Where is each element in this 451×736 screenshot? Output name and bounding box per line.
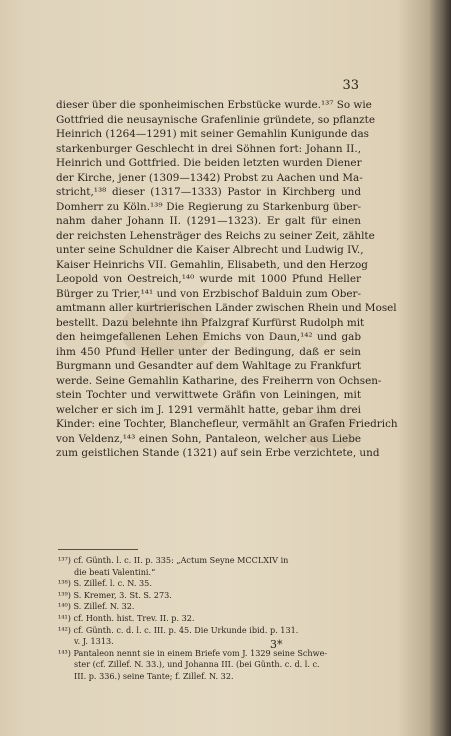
footnote-line <box>58 601 361 613</box>
footnote-line <box>58 613 361 625</box>
text-line: unter seine Schuldner die Kaiser Albrecht und Ludwig IV., <box>56 244 364 256</box>
footnote-line <box>58 671 361 683</box>
footnotes <box>58 555 361 683</box>
text-line: amtmann aller kurtrierischen Länder zwischen Rhein und Mosel <box>56 302 397 314</box>
text-line: Burgmann und Gesandter auf dem Wahltage zu Frankfurt <box>56 360 361 372</box>
footnote-rule <box>58 549 138 550</box>
footnote-text: III. p. 336.) seine Tante; f. Zillef. N. 32. <box>74 670 234 681</box>
text-line: nahm daher Johann II. (1291—1323). Er galt für einen <box>56 215 361 227</box>
text-line: Domherr zu Köln.¹³⁹ Die Regierung zu Starkenburg über- <box>56 200 361 213</box>
text-line: zum geistlichen Stande (1321) auf sein Erbe verzichtete, und <box>56 447 380 459</box>
text-line: werde. Seine Gemahlin Katharine, des Freiherrn von Ochsen- <box>56 374 382 387</box>
footnote-line <box>58 590 361 602</box>
footnote-line <box>58 648 361 660</box>
footnote-text: ¹⁴⁰) S. Zillef. N. 32. <box>58 601 135 612</box>
footnote-text: die beati Valentini.“ <box>74 566 156 577</box>
text-line: stein Tochter und verwittwete Gräfin von Leiningen, mit <box>56 389 361 401</box>
text-line: welcher er sich im J. 1291 vermählt hatte, gebar ihm drei <box>56 403 361 416</box>
text-line: starkenburger Geschlecht in drei Söhnen fort: Johann II., <box>56 142 361 155</box>
text-line: dieser über die sponheimischen Erbstücke wurde.¹³⁷ So wie <box>56 99 372 111</box>
footnote-line <box>58 659 361 671</box>
footnote-text: v. J. 1313. <box>74 636 114 647</box>
text-line: ihm 450 Pfund Heller unter der Bedingung, daß er sein <box>56 345 361 358</box>
text-line: Heinrich und Gottfried. Die beiden letzten wurden Diener <box>56 157 362 169</box>
text-line: stricht,¹³⁸ dieser (1317—1333) Pastor in Kirchberg und <box>56 186 361 198</box>
footnote-text: ¹³⁷) cf. Günth. l. c. II. p. 335: „Actum Seyne MCCLXIV in <box>58 555 289 565</box>
text-line: Kinder: eine Tochter, Blanchefleur, vermählt an Grafen Friedrich <box>56 418 398 430</box>
footnote-line <box>58 567 361 579</box>
footnote-text: ¹³⁹) S. Kremer, 3. St. S. 273. <box>58 589 172 600</box>
footnote-text: ¹³⁸) S. Zillef. l. c. N. 35. <box>58 578 152 589</box>
text-line: von Veldenz,¹⁴³ einen Sohn, Pantaleon, welcher aus Liebe <box>56 432 361 445</box>
text-line: der reichsten Lehensträger des Reichs zu seiner Zeit, zählte <box>56 229 375 242</box>
text-line: Gottfried die neusaynische Grafenlinie gründete, so pflanzte <box>56 113 375 126</box>
page-number: 33 <box>342 78 359 93</box>
signature-mark: 3* <box>270 638 283 651</box>
footnote-line <box>58 578 361 590</box>
text-line: der Kirche, jener (1309—1342) Probst zu Aachen und Ma- <box>56 171 363 184</box>
text-line: Leopold von Oestreich,¹⁴⁰ wurde mit 1000 Pfund Heller <box>56 273 361 285</box>
footnote-line <box>58 636 361 648</box>
footnote-text: ¹⁴²) cf. Günth. c. d. l. c. III. p. 45. Die Urkunde ibid. p. 131. <box>58 624 299 635</box>
text-line: Heinrich (1264—1291) mit seiner Gemahlin Kunigunde das <box>56 128 369 140</box>
footnote-text: ¹⁴¹) cf. Honth. hist. Trev. II. p. 32. <box>58 612 195 623</box>
body-text <box>56 98 398 461</box>
footnote-text: ¹⁴³) Pantaleon nennt sie in einem Briefe vom J. 1329 seine Schwe- <box>58 647 328 658</box>
footnote-text: ster (cf. Zillef. N. 33.), und Johanna III. (bei Günth. c. d. l. c. <box>74 659 320 670</box>
text-line: bestellt. Dazu belehnte ihn Pfalzgraf Kurfürst Rudolph mit <box>56 316 365 329</box>
text-line: den heimgefallenen Lehen Emichs von Daun,¹⁴² und gab <box>56 331 361 343</box>
footnote-line <box>58 625 361 637</box>
footnote-line <box>58 555 361 567</box>
text-line: Bürger zu Trier,¹⁴¹ und von Erzbischof Balduin zum Ober- <box>56 287 361 300</box>
text-line: Kaiser Heinrichs VII. Gemahlin, Elisabeth, und den Herzog <box>56 258 368 271</box>
